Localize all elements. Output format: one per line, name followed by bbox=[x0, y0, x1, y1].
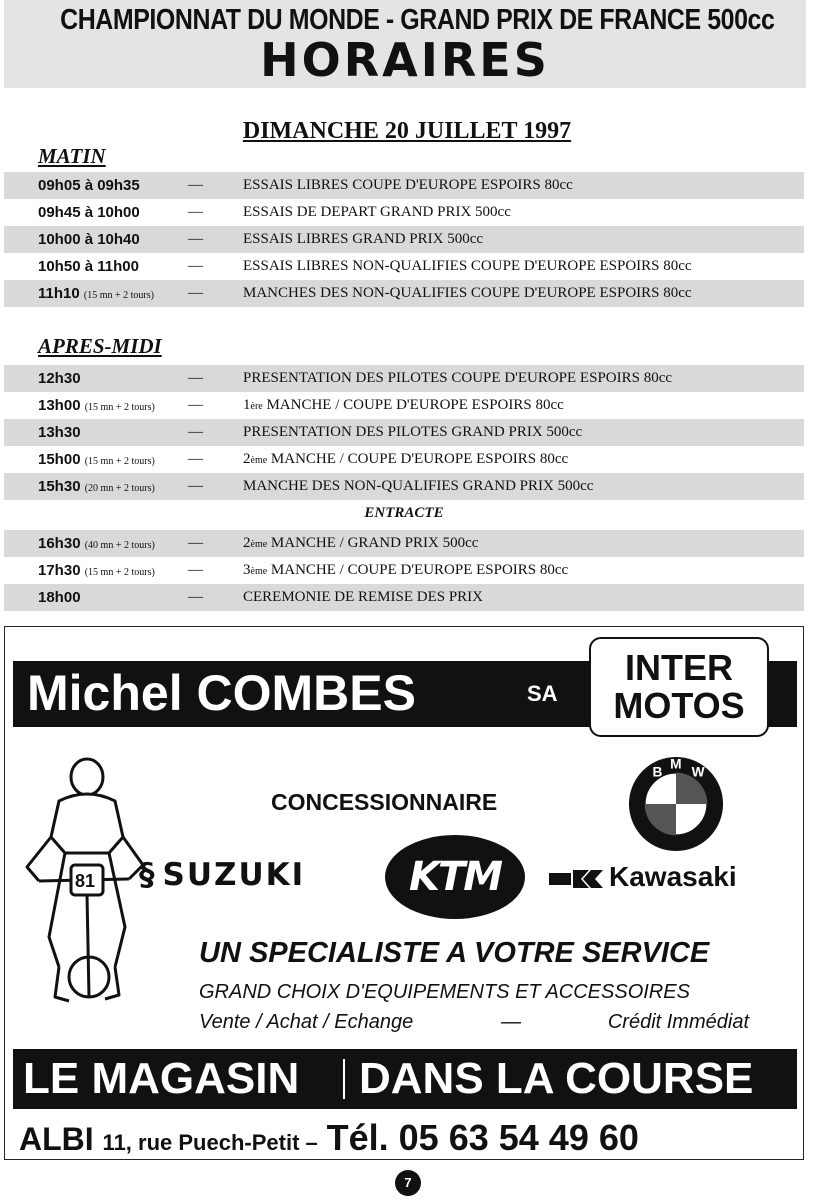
separator-dash: — bbox=[188, 204, 203, 220]
time-text: 16h30 bbox=[38, 535, 81, 552]
schedule-row bbox=[4, 473, 804, 500]
schedule-time bbox=[38, 172, 140, 199]
schedule-event bbox=[243, 199, 511, 226]
ktm-label: KTM bbox=[408, 854, 502, 900]
schedule-event bbox=[243, 226, 483, 253]
ordinal-number: 1 bbox=[243, 397, 251, 413]
schedule-time bbox=[38, 584, 81, 611]
schedule-time bbox=[38, 473, 155, 502]
bmw-logo bbox=[627, 755, 725, 853]
time-text: 10h00 à 10h40 bbox=[38, 231, 140, 248]
schedule-time bbox=[38, 530, 155, 559]
store-address bbox=[19, 1117, 639, 1159]
dealer-label: CONCESSIONNAIRE bbox=[271, 789, 498, 815]
banner-left-text: LE MAGASIN bbox=[23, 1054, 300, 1103]
duration-note: (20 mn + 2 tours) bbox=[84, 483, 155, 494]
event-text: MANCHE DES NON-QUALIFIES GRAND PRIX 500cc bbox=[243, 478, 594, 494]
separator-dash: — bbox=[188, 258, 203, 274]
duration-note: (15 mn + 2 tours) bbox=[84, 456, 155, 467]
suzuki-s-icon: § bbox=[139, 857, 157, 893]
schedule-time bbox=[38, 557, 155, 586]
phone-number: Tél. 05 63 54 49 60 bbox=[326, 1117, 639, 1158]
event-text: CEREMONIE DE REMISE DES PRIX bbox=[243, 589, 484, 605]
schedule-row bbox=[4, 557, 804, 584]
event-text: PRESENTATION DES PILOTES COUPE D'EUROPE ESPOIRS 80cc bbox=[243, 370, 673, 386]
ordinal-suffix: ère bbox=[250, 401, 263, 412]
schedule-row bbox=[4, 365, 804, 392]
schedule-time bbox=[38, 365, 81, 392]
event-text: MANCHE / COUPE D'EUROPE ESPOIRS 80cc bbox=[267, 562, 569, 578]
schedule-event bbox=[243, 473, 593, 500]
separator-dash: — bbox=[188, 397, 203, 413]
schedule-time bbox=[38, 419, 81, 446]
separator-dash: — bbox=[188, 424, 203, 440]
event-text: ESSAIS LIBRES NON-QUALIFIES COUPE D'EUROPE ESPOIRS 80cc bbox=[243, 258, 692, 274]
ordinal-suffix: ème bbox=[250, 455, 268, 466]
motos-label: MOTOS bbox=[613, 685, 745, 726]
kawasaki-label: Kawasaki bbox=[609, 861, 737, 892]
schedule-row bbox=[4, 530, 804, 557]
schedule-event bbox=[243, 392, 564, 420]
event-text: MANCHE / COUPE D'EUROPE ESPOIRS 80cc bbox=[262, 397, 564, 413]
ordinal-suffix: ème bbox=[250, 539, 268, 550]
duration-note: (40 mn + 2 tours) bbox=[84, 540, 155, 551]
store-banner bbox=[13, 1049, 797, 1109]
championship-title: CHAMPIONNAT DU MONDE - GRAND PRIX DE FRANCE 500cc bbox=[60, 4, 775, 36]
intermission-row-wrap bbox=[4, 500, 804, 527]
time-text: 18h00 bbox=[38, 589, 81, 606]
time-text: 15h30 bbox=[38, 478, 81, 495]
separator-dash: — bbox=[188, 451, 203, 467]
separator-dash: — bbox=[188, 562, 203, 578]
duration-note: (15 mn + 2 tours) bbox=[84, 567, 155, 578]
specialist-tagline: UN SPECIALISTE A VOTRE SERVICE bbox=[199, 937, 710, 969]
brand-name: Michel COMBES bbox=[27, 665, 416, 721]
schedule-event bbox=[243, 530, 478, 558]
separator-dash: — bbox=[188, 177, 203, 193]
afternoon-schedule bbox=[4, 365, 804, 500]
schedule-row bbox=[4, 199, 804, 226]
event-text: MANCHE / COUPE D'EUROPE ESPOIRS 80cc bbox=[267, 451, 569, 467]
time-text: 15h00 bbox=[38, 451, 81, 468]
suzuki-label: SUZUKI bbox=[162, 857, 306, 893]
event-text: MANCHE / GRAND PRIX 500cc bbox=[267, 535, 479, 551]
advertisement bbox=[4, 626, 804, 1160]
brand-suffix: SA bbox=[527, 681, 558, 706]
time-text: 09h45 à 10h00 bbox=[38, 204, 140, 221]
schedule-row bbox=[4, 392, 804, 419]
event-text: ESSAIS LIBRES GRAND PRIX 500cc bbox=[243, 231, 484, 247]
event-text: PRESENTATION DES PILOTES GRAND PRIX 500cc bbox=[243, 424, 583, 440]
schedule-time bbox=[38, 226, 140, 253]
time-text: 10h50 à 11h00 bbox=[38, 258, 139, 275]
event-text: ESSAIS LIBRES COUPE D'EUROPE ESPOIRS 80cc bbox=[243, 177, 573, 193]
rider-number: 81 bbox=[75, 871, 96, 891]
address-city: ALBI bbox=[19, 1121, 94, 1157]
schedule-row bbox=[4, 226, 804, 253]
schedule-row bbox=[4, 584, 804, 611]
time-text: 11h10 bbox=[38, 285, 80, 302]
schedule-time bbox=[38, 253, 139, 280]
schedule-event bbox=[243, 253, 692, 280]
inter-motos-logo bbox=[589, 637, 769, 737]
separator-dash: — bbox=[188, 231, 203, 247]
banner-divider bbox=[343, 1059, 345, 1099]
separator-dash: — bbox=[188, 370, 203, 386]
schedule-event bbox=[243, 446, 568, 474]
ordinal-number: 2 bbox=[243, 535, 251, 551]
event-text: MANCHES DES NON-QUALIFIES COUPE D'EUROPE ESPOIRS 80cc bbox=[243, 285, 692, 301]
time-text: 17h30 bbox=[38, 562, 81, 579]
credit-text: Crédit Immédiat bbox=[607, 1011, 749, 1033]
address-street: 11, rue Puech-Petit – bbox=[102, 1130, 318, 1155]
ktm-logo bbox=[385, 835, 525, 919]
schedule-event bbox=[243, 172, 573, 199]
ordinal-suffix: ème bbox=[250, 566, 268, 577]
schedule-row bbox=[4, 419, 804, 446]
schedule-time bbox=[38, 280, 154, 309]
event-date: DIMANCHE 20 JUILLET 1997 bbox=[242, 118, 572, 144]
separator-dash: — bbox=[188, 478, 203, 494]
separator-dash: — bbox=[188, 285, 203, 301]
morning-title: MATIN bbox=[38, 144, 106, 168]
kawasaki-logo bbox=[549, 861, 737, 893]
schedule-row bbox=[4, 172, 804, 199]
schedule-event bbox=[243, 280, 692, 307]
time-text: 09h05 à 09h35 bbox=[38, 177, 140, 194]
banner-right-text: DANS LA COURSE bbox=[359, 1054, 754, 1103]
ordinal-number: 3 bbox=[243, 562, 251, 578]
time-text: 12h30 bbox=[38, 370, 81, 387]
schedule-row bbox=[4, 446, 804, 473]
separator-dash: — bbox=[188, 589, 203, 605]
motocross-rider-illustration bbox=[19, 757, 149, 1007]
services-text: Vente / Achat / Echange bbox=[199, 1011, 414, 1033]
schedule-event bbox=[243, 557, 568, 585]
duration-note: (15 mn + 2 tours) bbox=[83, 290, 154, 301]
schedule-row bbox=[4, 253, 804, 280]
equipment-line: GRAND CHOIX D'EQUIPEMENTS ET ACCESSOIRES bbox=[199, 981, 690, 1003]
separator-dash: — bbox=[188, 535, 203, 551]
page-header bbox=[4, 0, 806, 88]
page-number: 7 bbox=[395, 1170, 421, 1196]
svg-text:B: B bbox=[652, 764, 663, 780]
time-text: 13h00 bbox=[38, 397, 81, 414]
schedule-time bbox=[38, 392, 155, 421]
intermission-label: ENTRACTE bbox=[364, 505, 444, 521]
ordinal-number: 2 bbox=[243, 451, 251, 467]
kawasaki-k-icon bbox=[549, 870, 603, 888]
suzuki-logo bbox=[139, 857, 305, 893]
evening-schedule bbox=[4, 530, 804, 611]
services-dash: — bbox=[501, 1011, 521, 1033]
schedule-row bbox=[4, 280, 804, 307]
afternoon-title: APRES-MIDI bbox=[38, 334, 162, 358]
schedule-time bbox=[38, 199, 140, 226]
schedule-event bbox=[243, 419, 582, 446]
services-line bbox=[199, 1011, 749, 1034]
event-text: ESSAIS DE DEPART GRAND PRIX 500cc bbox=[243, 204, 511, 220]
duration-note: (15 mn + 2 tours) bbox=[84, 402, 155, 413]
inter-label: INTER bbox=[625, 647, 733, 688]
morning-schedule bbox=[4, 172, 804, 307]
time-text: 13h30 bbox=[38, 424, 81, 441]
schedule-event bbox=[243, 365, 672, 392]
schedule-time bbox=[38, 446, 155, 475]
schedule-event bbox=[243, 584, 483, 611]
svg-text:M: M bbox=[670, 756, 682, 772]
svg-text:W: W bbox=[691, 764, 705, 780]
schedule-heading: HORAIRES bbox=[260, 33, 550, 87]
